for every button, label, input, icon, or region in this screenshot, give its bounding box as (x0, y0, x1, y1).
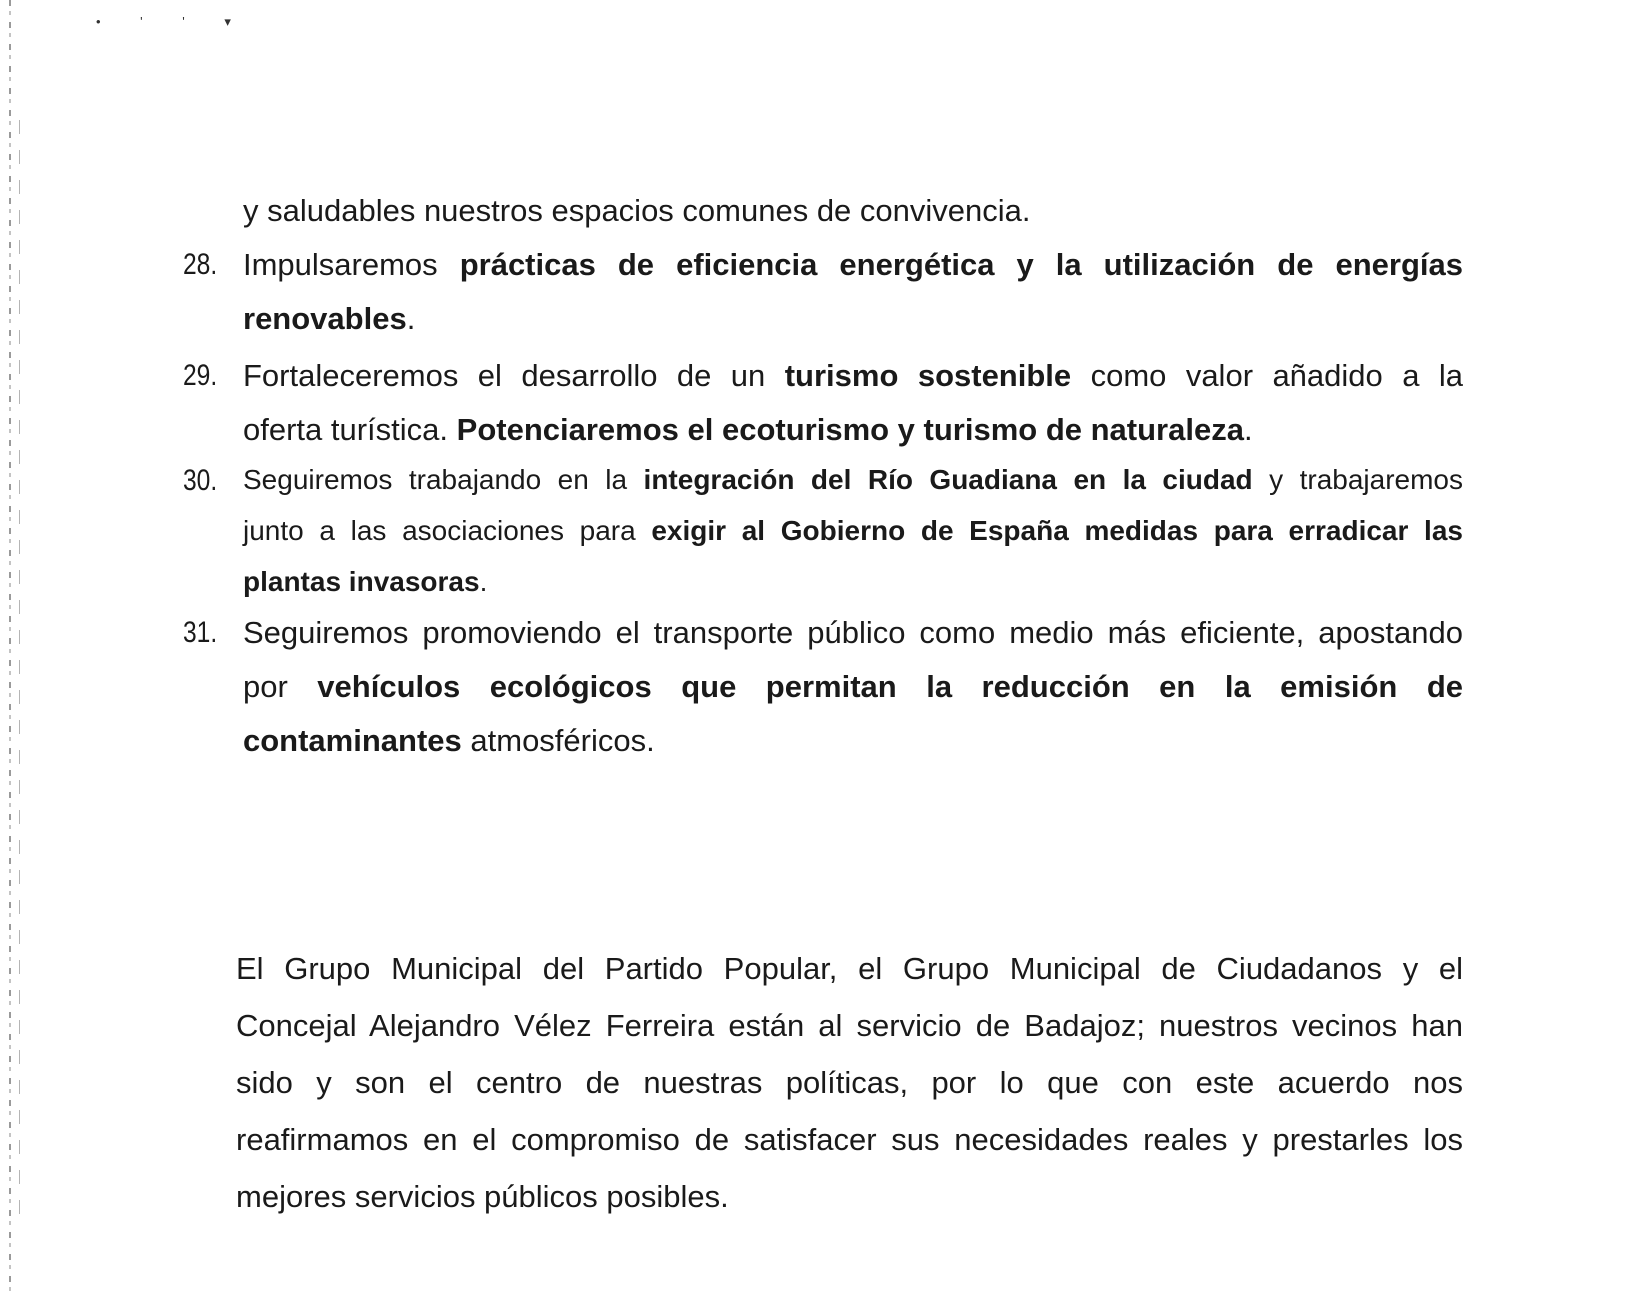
list-item-line (243, 454, 1463, 505)
closing-paragraph (236, 940, 1463, 1225)
plain-text: por (243, 669, 318, 704)
list-item-line (243, 606, 1463, 660)
bold-text: Potenciaremos el ecoturismo y turismo de naturaleza (456, 412, 1244, 447)
list-item-line (243, 714, 1463, 768)
scan-edge-artifact (9, 0, 11, 1292)
list-item-line (243, 238, 1463, 292)
bold-text: exigir al Gobierno de España medidas para erradicar las (651, 515, 1463, 546)
list-item-number: 29. (183, 359, 218, 392)
plain-text: Fortaleceremos el desarrollo de un (243, 358, 785, 393)
list-item-line (243, 292, 1463, 346)
plain-text: . (406, 301, 416, 336)
plain-text: . (1243, 412, 1253, 447)
list-item-text (243, 238, 1463, 346)
plain-text: atmosféricos. (461, 723, 655, 758)
paragraph-line: reafirmamos en el compromiso de satisfacer sus necesidades reales y prestarles los (236, 1122, 1463, 1157)
paragraph-line: mejores servicios públicos posibles. (236, 1179, 729, 1214)
scan-marks: • ' ' ▾ (96, 14, 249, 29)
list-item-line (243, 660, 1463, 714)
plain-text: junto a las asociaciones para (243, 515, 652, 546)
bold-text: prácticas de eficiencia energética y la utilización de energías (459, 247, 1463, 282)
list-item-number: 30. (183, 464, 218, 497)
bold-text: turismo sostenible (784, 358, 1072, 393)
plain-text: Impulsaremos (243, 247, 460, 282)
plain-text: y trabajaremos (1252, 464, 1463, 495)
paragraph-line: Concejal Alejandro Vélez Ferreira están al servicio de Badajoz; nuestros vecinos han (236, 1008, 1463, 1043)
list-item-line (243, 349, 1463, 403)
plain-text: Seguiremos trabajando en la (243, 464, 644, 495)
plain-text: Seguiremos promoviendo el transporte público como medio más eficiente, apostando (243, 615, 1463, 650)
scan-edge-artifact-secondary (19, 120, 20, 1220)
paragraph-line: sido y son el centro de nuestras políticas, por lo que con este acuerdo nos (236, 1065, 1463, 1100)
continuation-line: y saludables nuestros espacios comunes de convivencia. (243, 193, 1031, 228)
list-item-text (243, 454, 1463, 607)
bold-text: renovables (243, 301, 407, 336)
list-item-number: 28. (183, 248, 218, 281)
list-item-line (243, 505, 1463, 556)
list-item-number: 31. (183, 616, 218, 649)
bold-text: contaminantes (243, 723, 462, 758)
plain-text: . (479, 566, 488, 597)
list-item-line (243, 403, 1463, 457)
bold-text: plantas invasoras (243, 566, 480, 597)
list-item-line (243, 556, 1463, 607)
list-item-text (243, 606, 1463, 768)
list-item-text (243, 349, 1463, 457)
bold-text: integración del Río Guadiana en la ciudad (643, 464, 1253, 495)
bold-text: vehículos ecológicos que permitan la reducción en la emisión de (317, 669, 1463, 704)
plain-text: como valor añadido a la (1071, 358, 1464, 393)
paragraph-line: El Grupo Municipal del Partido Popular, el Grupo Municipal de Ciudadanos y el (236, 951, 1463, 986)
plain-text: oferta turística. (243, 412, 457, 447)
